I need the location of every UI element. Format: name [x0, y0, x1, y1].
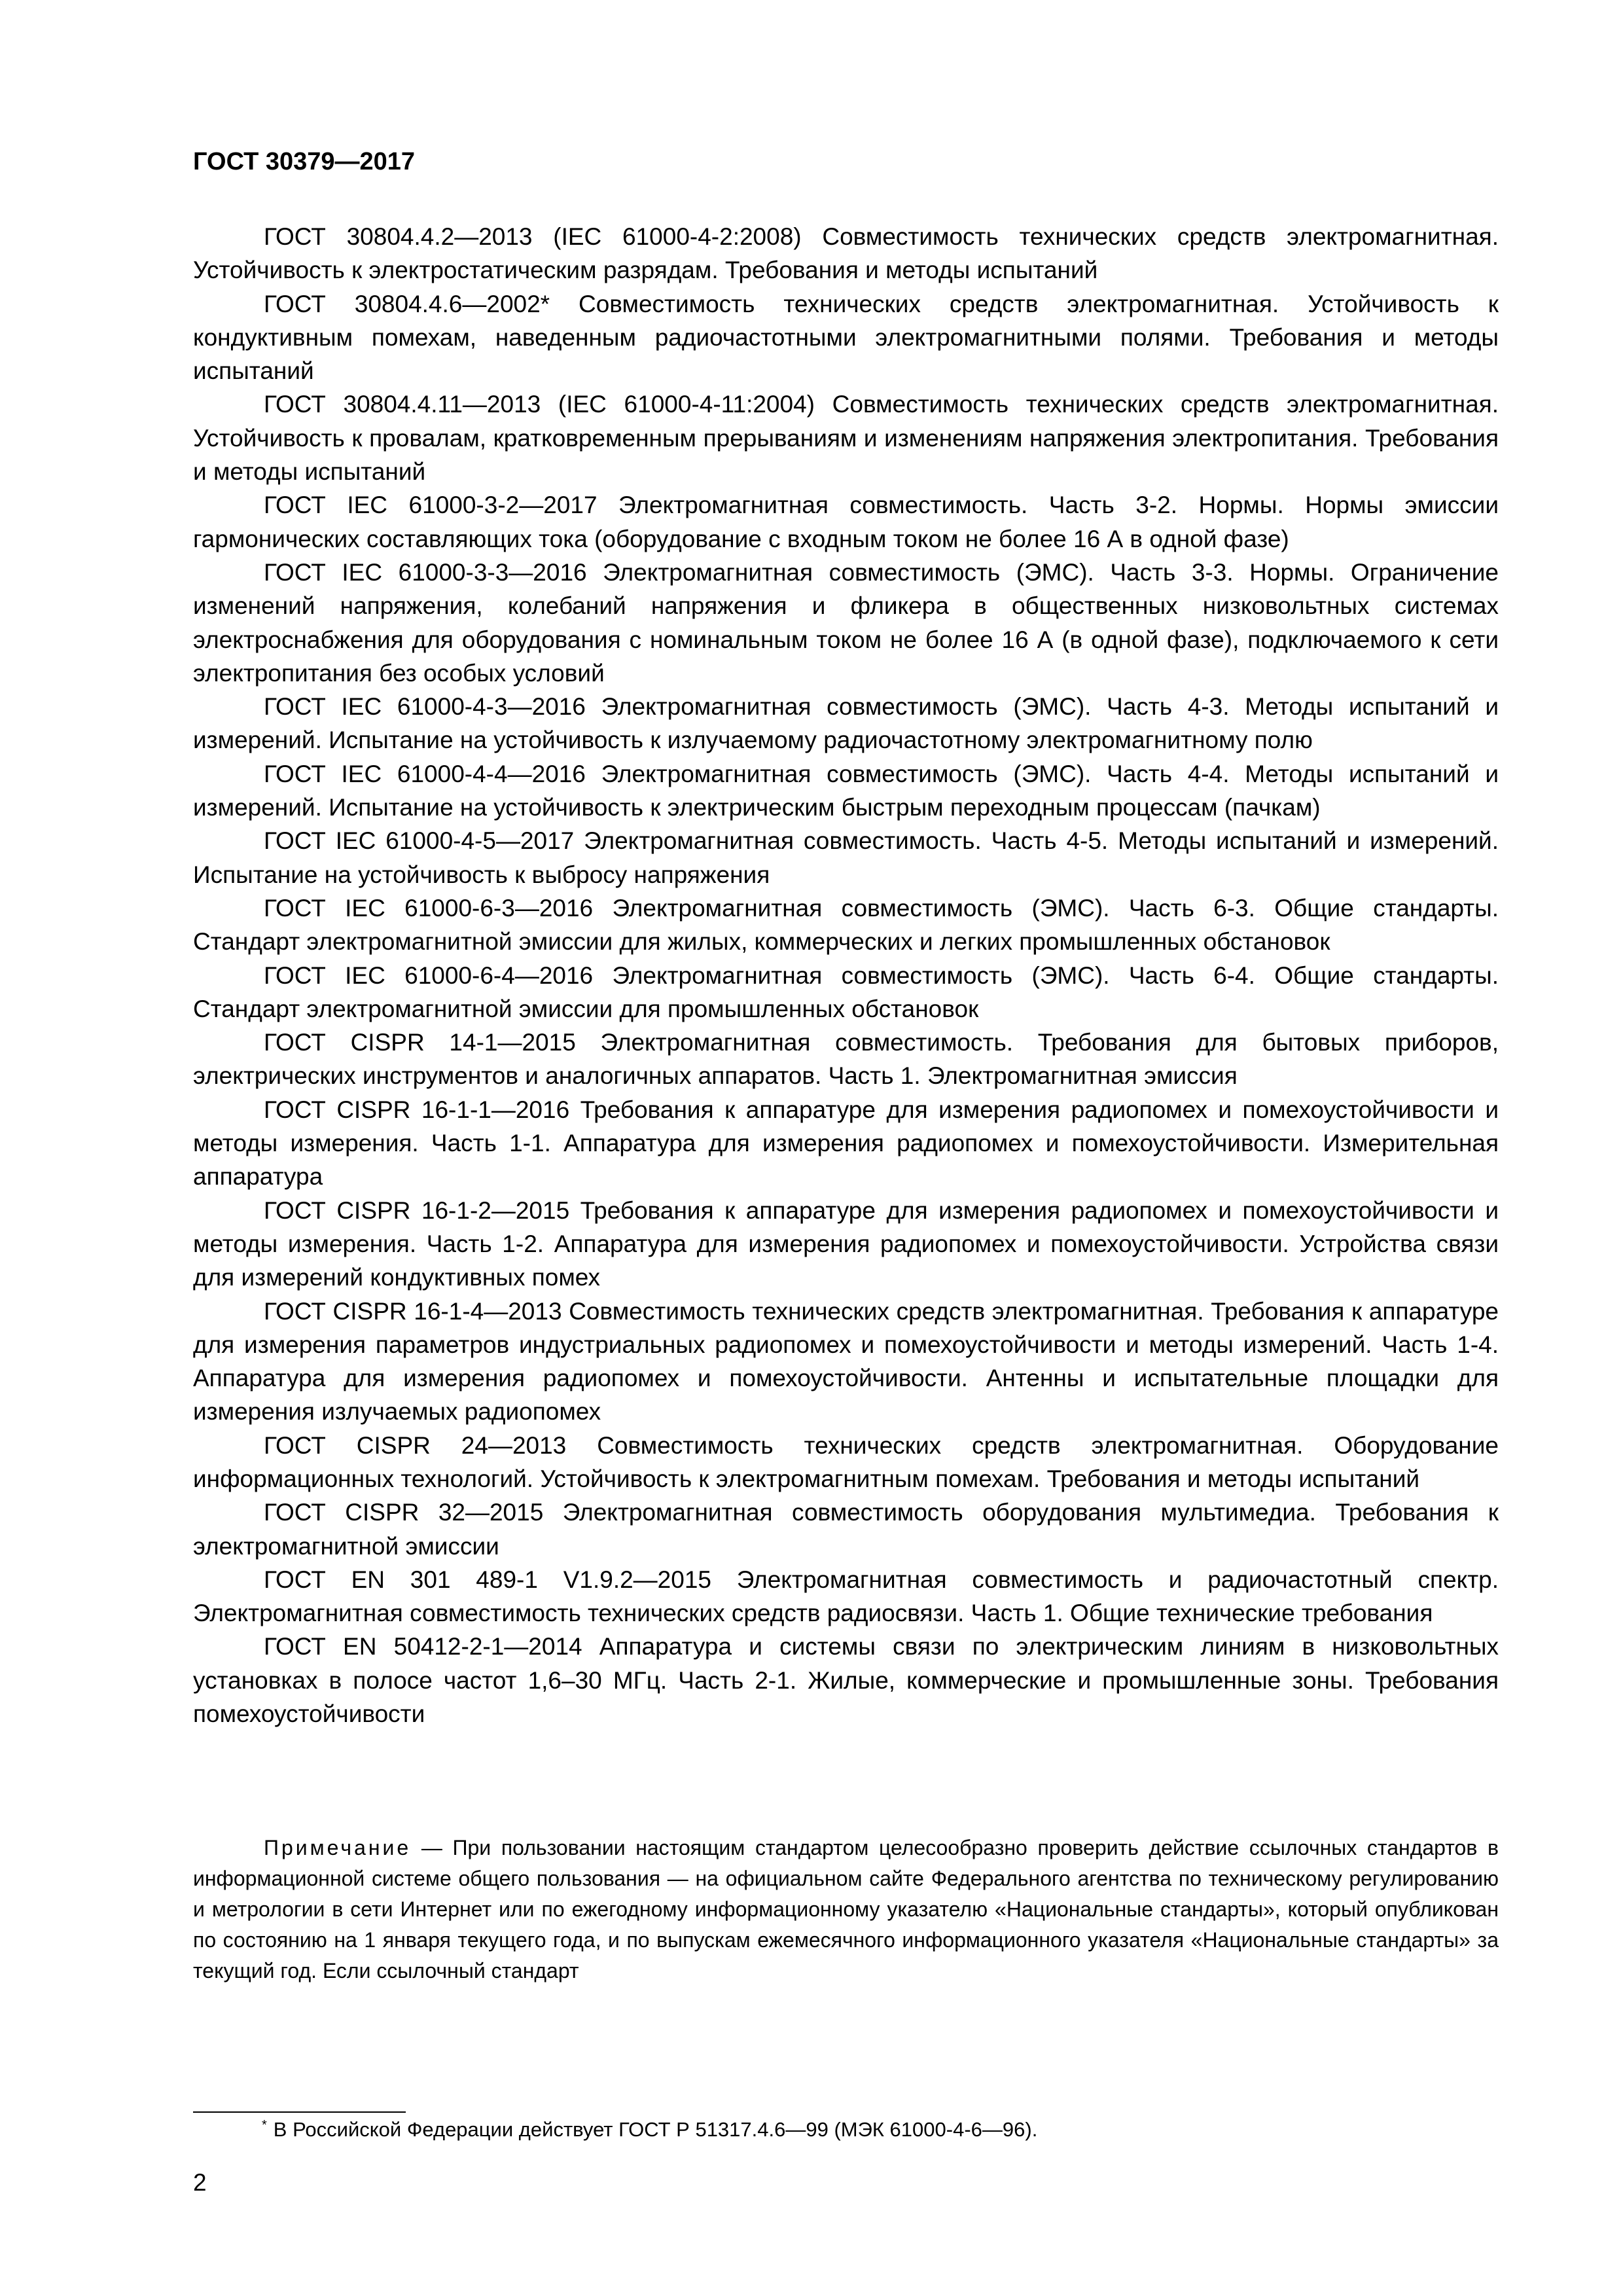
reference-item: ГОСТ IEC 61000-3-3—2016 Электромагнитная совместимость (ЭМС). Часть 3-3. Нормы. Ограничение изменений напряжения, колебаний напряжения и фликера в общественных низковольтных системах электроснабжения для оборудования с номинальным током не более 16 А (в одной фазе), подключаемого к сети электропитания без особых условий [193, 558, 1499, 687]
reference-item: ГОСТ IEC 61000-6-3—2016 Электромагнитная совместимость (ЭМС). Часть 6-3. Общие стандарты. Стандарт электромагнитной эмиссии для жилых, коммерческих и легких промышленных обстановок [193, 894, 1499, 956]
reference-item: ГОСТ CISPR 16-1-4—2013 Совместимость технических средств электромагнитная. Требования к аппаратуре для измерения параметров индустриальных радиопомех и помехоустойчивости и методы измерений. Часть 1-4. Аппаратура для измерения радиопомех и помехоустойчивости. Антенны и испытательные площадки для измерения излучаемых радиопомех [193, 1297, 1499, 1426]
footnote [262, 2115, 1037, 2144]
reference-item: ГОСТ IEC 61000-6-4—2016 Электромагнитная совместимость (ЭМС). Часть 6-4. Общие стандарты. Стандарт электромагнитной эмиссии для промышленных обстановок [193, 961, 1499, 1022]
document-header: ГОСТ 30379—2017 [193, 148, 416, 175]
footnote-divider [193, 2111, 406, 2113]
note-paragraph [193, 1833, 1499, 1986]
reference-item: ГОСТ 30804.4.11—2013 (IEC 61000-4-11:2004) Совместимость технических средств электромагнитная. Устойчивость к провалам, кратковременным прерываниям и изменениям напряжения электропитания. Требования и методы испытаний [193, 391, 1499, 486]
reference-item: ГОСТ IEC 61000-4-4—2016 Электромагнитная совместимость (ЭМС). Часть 4-4. Методы испытаний и измерений. Испытание на устойчивость к электрическим быстрым переходным процессам (пачкам) [193, 760, 1499, 821]
note-text: — При пользовании настоящим стандартом целесообразно проверить действие ссылочных стандартов в информационной системе общего пользования — на официальном сайте Федерального агентства по техническому регулированию и метрологии в сети Интернет или по ежегодному информационному указателю «Национальные стандарты», который опубликован по состоянию на 1 января текущего года, и по выпускам ежемесячного информационного указателя «Национальные стандарты» за текущий год. Если ссылочный стандарт [193, 1836, 1499, 1982]
note-block [193, 1833, 1499, 1986]
reference-item: ГОСТ 30804.4.6—2002* Совместимость технических средств электромагнитная. Устойчивость к кондуктивным помехам, наведенным радиочастотными электромагнитными полями. Требования и методы испытаний [193, 290, 1499, 385]
reference-item: ГОСТ CISPR 16-1-2—2015 Требования к аппаратуре для измерения радиопомех и помехоустойчивости и методы измерения. Часть 1-2. Аппаратура для измерения радиопомех и помехоустойчивости. Устройства связи для измерений кондуктивных помех [193, 1196, 1499, 1291]
note-label: Примечание [264, 1836, 412, 1859]
footnote-marker: * [262, 2117, 267, 2132]
reference-item: ГОСТ IEC 61000-4-5—2017 Электромагнитная совместимость. Часть 4-5. Методы испытаний и измерений. Испытание на устойчивость к выбросу напряжения [193, 827, 1499, 888]
page-number: 2 [193, 2169, 207, 2196]
reference-item: ГОСТ IEC 61000-3-2—2017 Электромагнитная совместимость. Часть 3-2. Нормы. Нормы эмиссии гармонических составляющих тока (оборудование с входным током не более 16 А в одной фазе) [193, 492, 1499, 552]
reference-item: ГОСТ CISPR 32—2015 Электромагнитная совместимость оборудования мультимедиа. Требования к электромагнитной эмиссии [193, 1499, 1499, 1560]
reference-item: ГОСТ CISPR 24—2013 Совместимость технических средств электромагнитная. Оборудование информационных технологий. Устойчивость к электромагнитным помехам. Требования и методы испытаний [193, 1431, 1499, 1492]
reference-item: ГОСТ CISPR 16-1-1—2016 Требования к аппаратуре для измерения радиопомех и помехоустойчивости и методы измерения. Часть 1-1. Аппаратура для измерения радиопомех и помехоустойчивости. Измерительная аппаратура [193, 1096, 1499, 1191]
reference-item: ГОСТ IEC 61000-4-3—2016 Электромагнитная совместимость (ЭМС). Часть 4-3. Методы испытаний и измерений. Испытание на устойчивость к излучаемому радиочастотному электромагнитному полю [193, 693, 1499, 754]
footnote-text: В Российской Федерации действует ГОСТ Р 51317.4.6—99 (МЭК 61000-4-6—96). [273, 2118, 1038, 2141]
reference-item: ГОСТ 30804.4.2—2013 (IEC 61000-4-2:2008) Совместимость технических средств электромагнитная. Устойчивость к электростатическим разрядам. Требования и методы испытаний [193, 223, 1499, 284]
reference-item: ГОСТ EN 301 489-1 V1.9.2—2015 Электромагнитная совместимость и радиочастотный спектр. Электромагнитная совместимость технических средств радиосвязи. Часть 1. Общие технические требования [193, 1566, 1499, 1627]
normative-references [193, 220, 1499, 1731]
reference-item: ГОСТ CISPR 14-1—2015 Электромагнитная совместимость. Требования для бытовых приборов, электрических инструментов и аналогичных аппаратов. Часть 1. Электромагнитная эмиссия [193, 1029, 1499, 1090]
reference-item: ГОСТ EN 50412-2-1—2014 Аппаратура и системы связи по электрическим линиям в низковольтных установках в полосе частот 1,6–30 МГц. Часть 2-1. Жилые, коммерческие и промышленные зоны. Требования помехоустойчивости [193, 1633, 1499, 1728]
